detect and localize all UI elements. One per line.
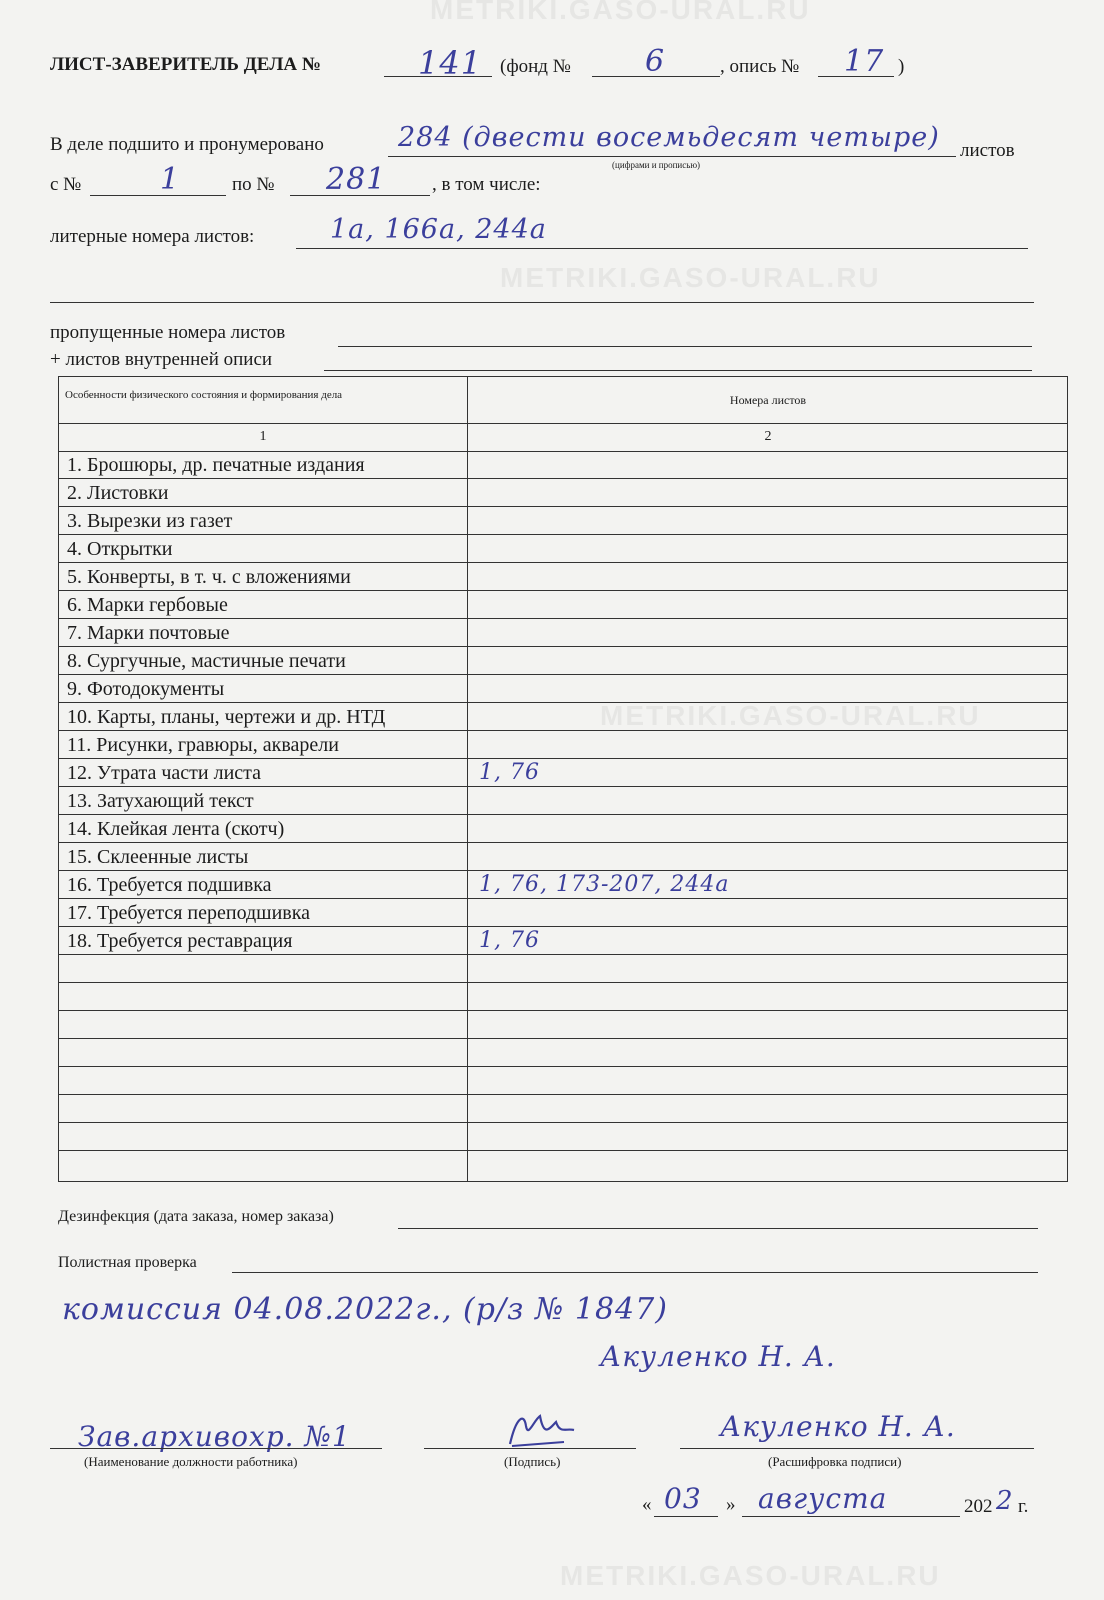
row-label: 7. Марки почтовые xyxy=(67,622,230,644)
date-g: г. xyxy=(1018,1496,1029,1517)
row-label: 5. Конверты, в т. ч. с вложениями xyxy=(67,566,351,588)
row-label: 2. Листовки xyxy=(67,482,169,504)
table-row xyxy=(59,1095,1067,1123)
count-hint: (цифрами и прописью) xyxy=(612,160,701,170)
row-label: 8. Сургучные, мастичные печати xyxy=(67,650,346,672)
row-label: 6. Марки гербовые xyxy=(67,594,228,616)
table-row xyxy=(59,675,1067,703)
physical-condition-table xyxy=(58,376,1068,1182)
to-label: по № xyxy=(232,174,275,195)
watermark: METRIKI.GASO-URAL.RU xyxy=(560,1560,941,1591)
opis-number: 17 xyxy=(844,44,885,79)
date-day: 03 xyxy=(664,1482,702,1515)
date-month: августа xyxy=(758,1482,888,1515)
row-label: 9. Фотодокументы xyxy=(67,678,225,700)
to-value: 281 xyxy=(326,162,387,197)
literal-label: литерные номера листов: xyxy=(50,226,255,247)
form-title: ЛИСТ-ЗАВЕРИТЕЛЬ ДЕЛА № xyxy=(50,54,321,75)
row-label: 17. Требуется переподшивка xyxy=(67,902,311,924)
fond-number: 6 xyxy=(645,44,666,79)
table-row xyxy=(59,731,1067,759)
row-value: 1, 76 xyxy=(479,760,540,785)
count-value: 284 (двести восемьдесят четыре) xyxy=(398,122,940,153)
row-label: 12. Утрата части листа xyxy=(67,762,262,784)
incl-label: , в том числе: xyxy=(432,174,541,195)
table-row xyxy=(59,451,1067,479)
table-row xyxy=(59,479,1067,507)
row-label: 10. Карты, планы, чертежи и др. НТД xyxy=(67,706,386,728)
table-row xyxy=(59,759,1067,787)
table-row xyxy=(59,647,1067,675)
row-label: 13. Затухающий текст xyxy=(67,790,254,812)
table-row xyxy=(59,1011,1067,1039)
decoding-value: Акуленко Н. А. xyxy=(720,1410,956,1443)
check-label: Полистная проверка xyxy=(58,1254,197,1271)
table-row xyxy=(59,899,1067,927)
signature-caption: (Подпись) xyxy=(504,1454,561,1469)
table-row xyxy=(59,843,1067,871)
signature-mark xyxy=(506,1408,578,1457)
date-year-suffix: 2 xyxy=(996,1486,1014,1516)
table-row xyxy=(59,619,1067,647)
table-row xyxy=(59,983,1067,1011)
watermark: METRIKI.GASO-URAL.RU xyxy=(430,0,811,25)
decoding-caption: (Расшифровка подписи) xyxy=(768,1454,902,1469)
from-value: 1 xyxy=(160,162,181,197)
literal-value: 1а, 166а, 244а xyxy=(330,214,547,245)
table-row xyxy=(59,955,1067,983)
table-row xyxy=(59,871,1067,899)
table-row xyxy=(59,563,1067,591)
fond-label: (фонд № xyxy=(500,56,571,77)
table-row xyxy=(59,1067,1067,1095)
col1-number: 1 xyxy=(259,429,267,444)
table-row xyxy=(59,927,1067,955)
row-label: 3. Вырезки из газет xyxy=(67,510,233,532)
row-value: 1, 76 xyxy=(479,928,540,953)
disinfection-label: Дезинфекция (дата заказа, номер заказа) xyxy=(58,1208,334,1225)
check-signature: Акуленко Н. А. xyxy=(600,1340,836,1373)
watermark: METRIKI.GASO-URAL.RU xyxy=(500,262,881,293)
row-label: 15. Склеенные листы xyxy=(67,846,249,868)
count-suffix: листов xyxy=(960,140,1015,161)
opis-label: , опись № xyxy=(720,56,800,77)
row-label: 1. Брошюры, др. печатные издания xyxy=(67,454,365,476)
date-year-prefix: 202 xyxy=(964,1496,993,1517)
table-row xyxy=(59,1151,1067,1179)
col2-header: Номера листов xyxy=(729,393,807,407)
table-row xyxy=(59,703,1067,731)
date-close-quote: » xyxy=(726,1494,736,1515)
row-label: 14. Клейкая лента (скотч) xyxy=(67,818,285,840)
position-value: Зав.архивохр. №1 xyxy=(78,1420,351,1453)
table-row xyxy=(59,535,1067,563)
missing-label: пропущенные номера листов xyxy=(50,322,286,343)
count-label: В деле подшито и пронумеровано xyxy=(50,134,324,155)
table-row xyxy=(59,1039,1067,1067)
watermark: METRIKI.GASO-URAL.RU xyxy=(600,700,981,731)
close-paren: ) xyxy=(898,56,905,77)
col2-number: 2 xyxy=(764,429,772,444)
from-label: с № xyxy=(50,174,82,195)
delo-number: 141 xyxy=(418,44,483,82)
row-label: 18. Требуется реставрация xyxy=(67,930,293,952)
row-value: 1, 76, 173-207, 244а xyxy=(479,872,730,897)
row-label: 11. Рисунки, гравюры, акварели xyxy=(67,734,339,756)
position-caption: (Наименование должности работника) xyxy=(84,1454,298,1469)
table-row xyxy=(59,1123,1067,1151)
col1-header: Особенности физического состояния и формирования дела xyxy=(65,389,343,401)
row-label: 16. Требуется подшивка xyxy=(67,874,272,896)
row-label: 4. Открытки xyxy=(67,538,173,560)
inner-label: + листов внутренней описи xyxy=(50,349,273,370)
table-row xyxy=(59,507,1067,535)
date-open-quote: « xyxy=(642,1494,652,1515)
check-note: комиссия 04.08.2022г., (р/з № 1847) xyxy=(62,1292,668,1327)
table-row xyxy=(59,787,1067,815)
table-row xyxy=(59,815,1067,843)
table-row xyxy=(59,591,1067,619)
